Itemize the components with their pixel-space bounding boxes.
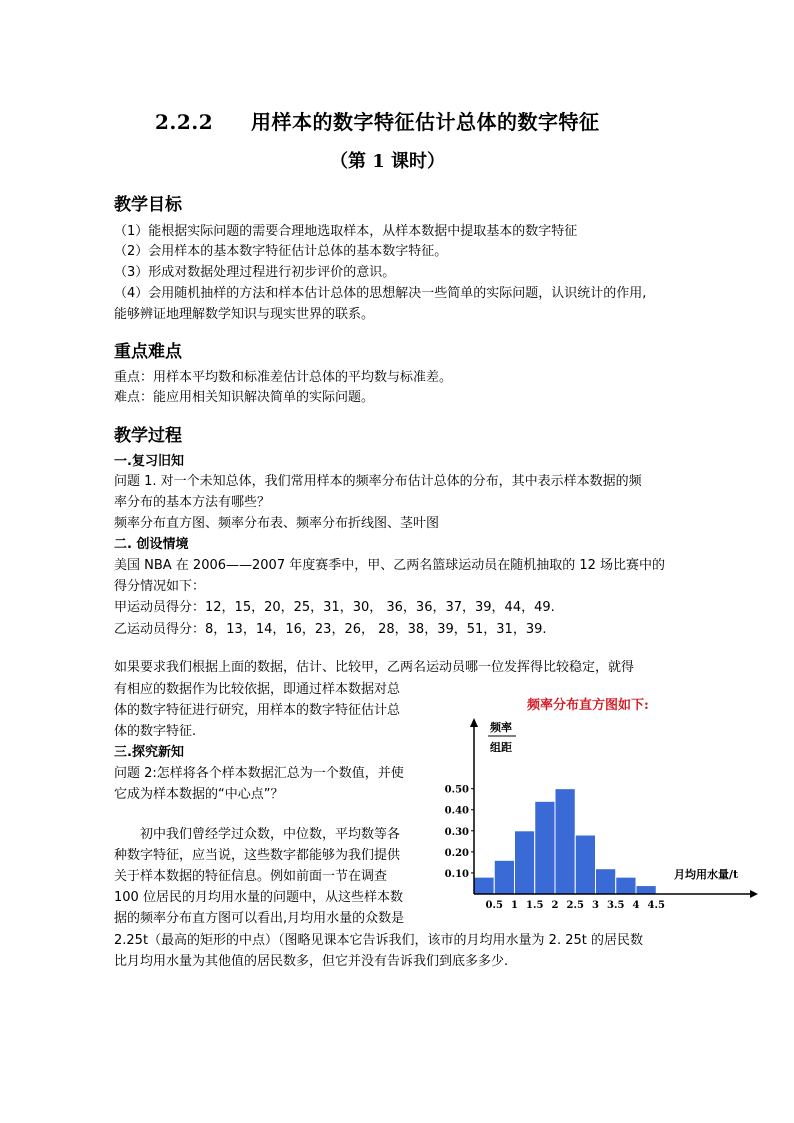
page-title <box>155 106 600 135</box>
explore-para-line4: 100 位居民的月均用水量的问题中，从这些样本数 <box>114 890 403 905</box>
histogram-bar <box>616 877 636 894</box>
y-tick-label: 0.50 <box>444 784 469 796</box>
explore-heading: 三.探究新知 <box>114 745 184 760</box>
explore-question-line2: 它成为样本数据的“中心点”？ <box>114 787 284 802</box>
objective-item-3: （3）形成对数据处理过程进行初步评价的意识。 <box>114 265 396 280</box>
page-subtitle: （第 1 课时） <box>330 151 446 172</box>
histogram-bar <box>575 835 595 894</box>
y-tick-label: 0.30 <box>444 826 469 838</box>
objective-item-2: （2）会用样本的基本数字特征估计总体的基本数字特征。 <box>114 244 448 259</box>
histogram-bar <box>515 831 535 894</box>
scenario-para-line2: 有相应的数据作为比较依据，即通过样本数据对总 <box>114 682 401 697</box>
y-axis-arrow-icon <box>470 718 478 727</box>
objective-item-1: （1）能根据实际问题的需要合理地选取样本，从样本数据中提取基本的数字特征 <box>114 224 578 239</box>
explore-para-line7: 比月均用水量为其他值的居民数多，但它并没有告诉我们到底多多少. <box>114 954 509 969</box>
x-tick-label: 1 <box>511 900 518 911</box>
x-tick-label: 3.5 <box>607 900 625 911</box>
keypoint-focus: 重点：用样本平均数和标准差估计总体的平均数与标准差。 <box>114 370 453 385</box>
explore-para-line1: 初中我们曾经学过众数，中位数，平均数等各 <box>140 827 401 842</box>
y-axis-label-top: 频率 <box>490 721 512 734</box>
frequency-histogram <box>440 715 770 915</box>
x-tick-label: 4 <box>632 900 640 911</box>
scenario-para-line4: 体的数字特征. <box>114 724 197 739</box>
y-tick-label: 0.40 <box>444 805 469 817</box>
review-answer: 频率分布直方图、频率分布表、频率分布折线图、茎叶图 <box>114 516 440 531</box>
explore-para-line6: 2.25t（最高的矩形的中点）（图略见课本它告诉我们，该市的月均用水量为 2. 25t 的居民数 <box>114 933 643 948</box>
keypoint-difficulty: 难点：能应用相关知识解决简单的实际问题。 <box>114 390 375 405</box>
scores-player-b: 乙运动员得分：8，13，14，16，23，26， 28，38，39，51，31，39. <box>114 622 547 637</box>
x-tick-label: 2 <box>551 900 559 911</box>
x-axis-arrow-icon <box>750 890 758 898</box>
histogram-bar <box>636 886 656 894</box>
process-heading: 教学过程 <box>114 426 182 446</box>
x-tick-label: 1.5 <box>526 900 544 911</box>
x-tick-label: 4.5 <box>647 900 665 911</box>
review-heading: 一.复习旧知 <box>114 454 184 469</box>
histogram-bar <box>555 789 575 894</box>
objectives-heading: 教学目标 <box>114 195 182 215</box>
scenario-para-line3: 体的数字特征进行研究，用样本的数字特征估计总 <box>114 703 401 718</box>
scenario-para-line1: 如果要求我们根据上面的数据，估计、比较甲，乙两名运动员哪一位发挥得比较稳定，就得 <box>114 660 635 675</box>
x-tick-label: 0.5 <box>485 900 503 911</box>
explore-para-line3: 关于样本数据的特征信息。例如前面一节在调查 <box>114 869 388 884</box>
histogram-bar <box>494 860 514 894</box>
scenario-heading: 二. 创设情境 <box>114 537 189 552</box>
section-number: 2.2.2 <box>155 110 214 134</box>
chart-caption: 频率分布直方图如下: <box>527 698 649 713</box>
keypoints-heading: 重点难点 <box>114 342 182 362</box>
y-tick-label: 0.10 <box>444 868 469 880</box>
histogram-bar <box>474 877 494 894</box>
explore-question-line1: 问题 2:怎样将各个样本数据汇总为一个数值，并使 <box>114 766 404 781</box>
objective-item-4: （4）会用随机抽样的方法和样本估计总体的思想解决一些简单的实际问题，认识统计的作用, <box>114 286 647 301</box>
scenario-line2: 得分情况如下： <box>114 579 206 594</box>
histogram-bar <box>596 869 616 894</box>
y-tick-label: 0.20 <box>444 847 469 859</box>
explore-para-line2: 种数字特征，应当说，这些数字都能够为我们提供 <box>114 848 401 863</box>
x-tick-label: 2.5 <box>566 900 584 911</box>
review-question-line2: 率分布的基本方法有哪些？ <box>114 495 271 510</box>
objective-item-4-cont: 能够辨证地理解数学知识与现实世界的联系。 <box>114 307 375 322</box>
scores-player-a: 甲运动员得分：12，15，20，25，31，30， 36，36，37，39，44，49. <box>114 600 555 615</box>
title-text: 用样本的数字特征估计总体的数字特征 <box>251 110 600 134</box>
x-tick-label: 3 <box>592 900 599 911</box>
histogram-bar <box>535 801 555 894</box>
explore-para-line5: 据的频率分布直方图可以看出,月均用水量的众数是 <box>114 911 405 926</box>
y-axis-label-bottom: 组距 <box>490 741 512 754</box>
x-axis-label: 月均用水量/t <box>674 868 739 881</box>
scenario-line1: 美国 NBA 在 2006——2007 年度赛季中，甲、乙两名篮球运动员在随机抽取的 12 场比赛中的 <box>114 558 666 573</box>
review-question-line1: 问题 1. 对一个未知总体，我们常用样本的频率分布估计总体的分布，其中表示样本数据的频 <box>114 474 642 489</box>
